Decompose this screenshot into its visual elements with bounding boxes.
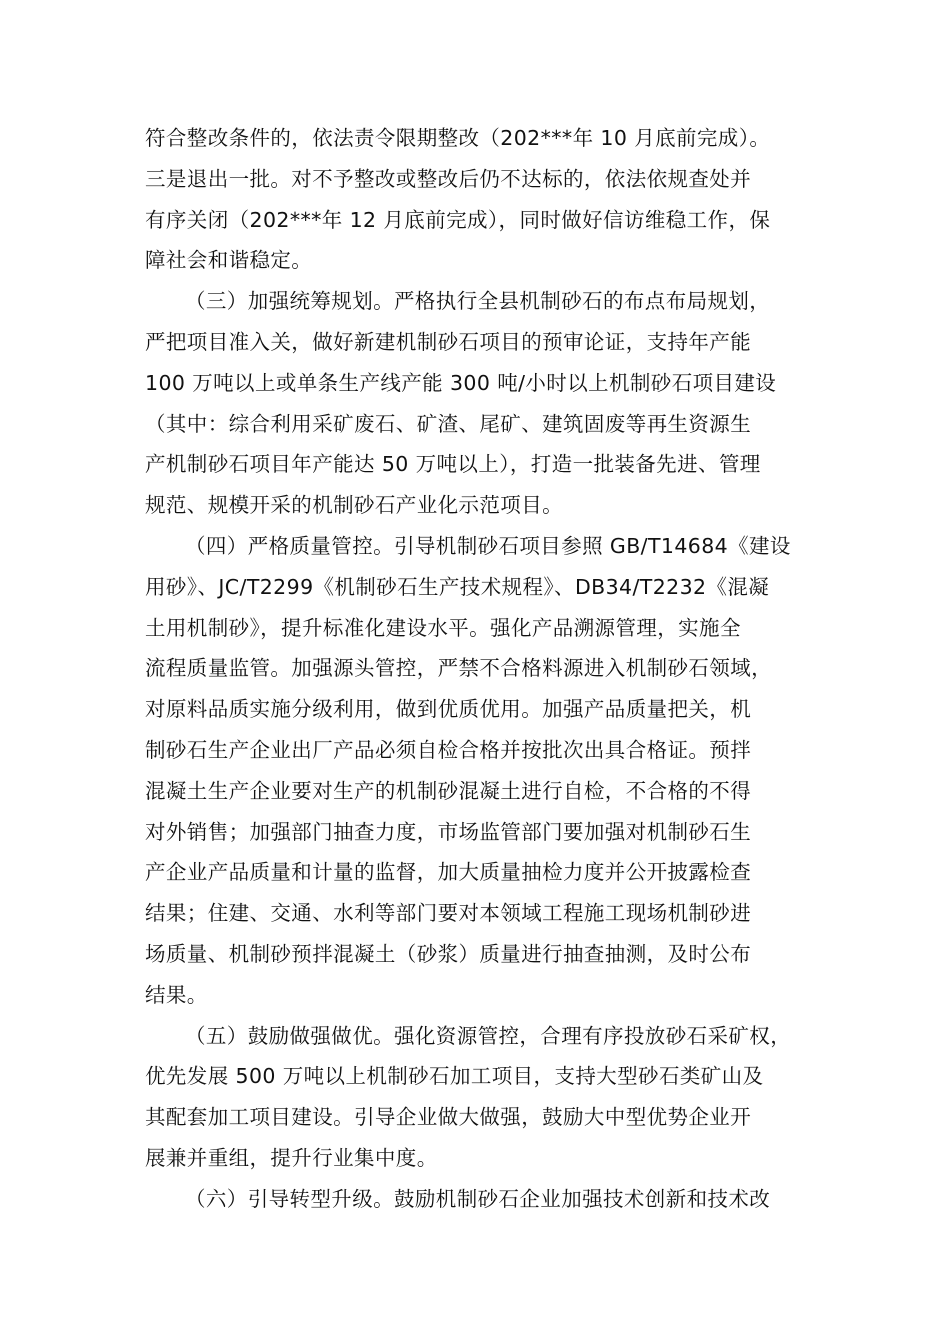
text-line: 产企业产品质量和计量的监督，加大质量抽检力度并公开披露检查	[145, 860, 752, 885]
text-line: 符合整改条件的，依法责令限期整改（202***年 10 月底前完成）。	[145, 126, 771, 150]
text-line: 对原料品质实施分级利用，做到优质优用。加强产品质量把关，机	[145, 697, 752, 722]
text-line: 规范、规模开采的机制砂石产业化示范项目。	[145, 493, 563, 518]
text-line: 产机制砂石项目年产能达 50 万吨以上），打造一批装备先进、管理	[145, 452, 761, 477]
text-line: 严把项目准入关，做好新建机制砂石项目的预审论证，支持年产能	[145, 329, 752, 354]
paragraph-first-line: （六）引导转型升级。鼓励机制砂石企业加强技术创新和技术改	[185, 1186, 771, 1211]
text-line: 用砂》、JC/T2299《机制砂石生产技术规程》、DB34/T2232《混凝	[145, 574, 770, 599]
text-line: 优先发展 500 万吨以上机制砂石加工项目，支持大型砂石类矿山及	[145, 1064, 764, 1089]
document-body-text	[145, 118, 835, 1220]
paragraph-first-line: （五）鼓励做强做优。强化资源管控，合理有序投放砂石采矿权，	[185, 1023, 792, 1048]
text-line: 障社会和谐稳定。	[145, 248, 313, 273]
text-line: 结果；住建、交通、水利等部门要对本领域工程施工现场机制砂进	[145, 901, 752, 926]
text-line: 制砂石生产企业出厂产品必须自检合格并按批次出具合格证。预拌	[145, 737, 752, 762]
text-line: 三是退出一批。对不予整改或整改后仍不达标的，依法依规查处并	[145, 166, 752, 191]
text-line: 其配套加工项目建设。引导企业做大做强，鼓励大中型优势企业开	[145, 1105, 752, 1130]
text-line: 土用机制砂》，提升标准化建设水平。强化产品溯源管理，实施全	[145, 615, 741, 640]
text-line: 混凝土生产企业要对生产的机制砂混凝土进行自检，不合格的不得	[145, 778, 752, 803]
text-line: 结果。	[145, 982, 208, 1007]
text-line: （其中：综合利用采矿废石、矿渣、尾矿、建筑固废等再生资源生	[145, 411, 752, 436]
text-line: 展兼并重组，提升行业集中度。	[145, 1145, 438, 1170]
paragraph-first-line: （四）严格质量管控。引导机制砂石项目参照 GB/T14684《建设	[185, 533, 791, 558]
text-line: 有序关闭（202***年 12 月底前完成），同时做好信访维稳工作，保	[145, 207, 771, 232]
text-line: 对外销售；加强部门抽查力度，市场监管部门要加强对机制砂石生	[145, 819, 752, 844]
text-line: 场质量、机制砂预拌混凝土（砂浆）质量进行抽查抽测，及时公布	[145, 941, 752, 966]
text-line: 流程质量监管。加强源头管控，严禁不合格料源进入机制砂石领域，	[145, 656, 772, 681]
paragraph-first-line: （三）加强统筹规划。严格执行全县机制砂石的布点布局规划，	[185, 289, 771, 314]
text-line: 100 万吨以上或单条生产线产能 300 吨/小时以上机制砂石项目建设	[145, 370, 777, 395]
